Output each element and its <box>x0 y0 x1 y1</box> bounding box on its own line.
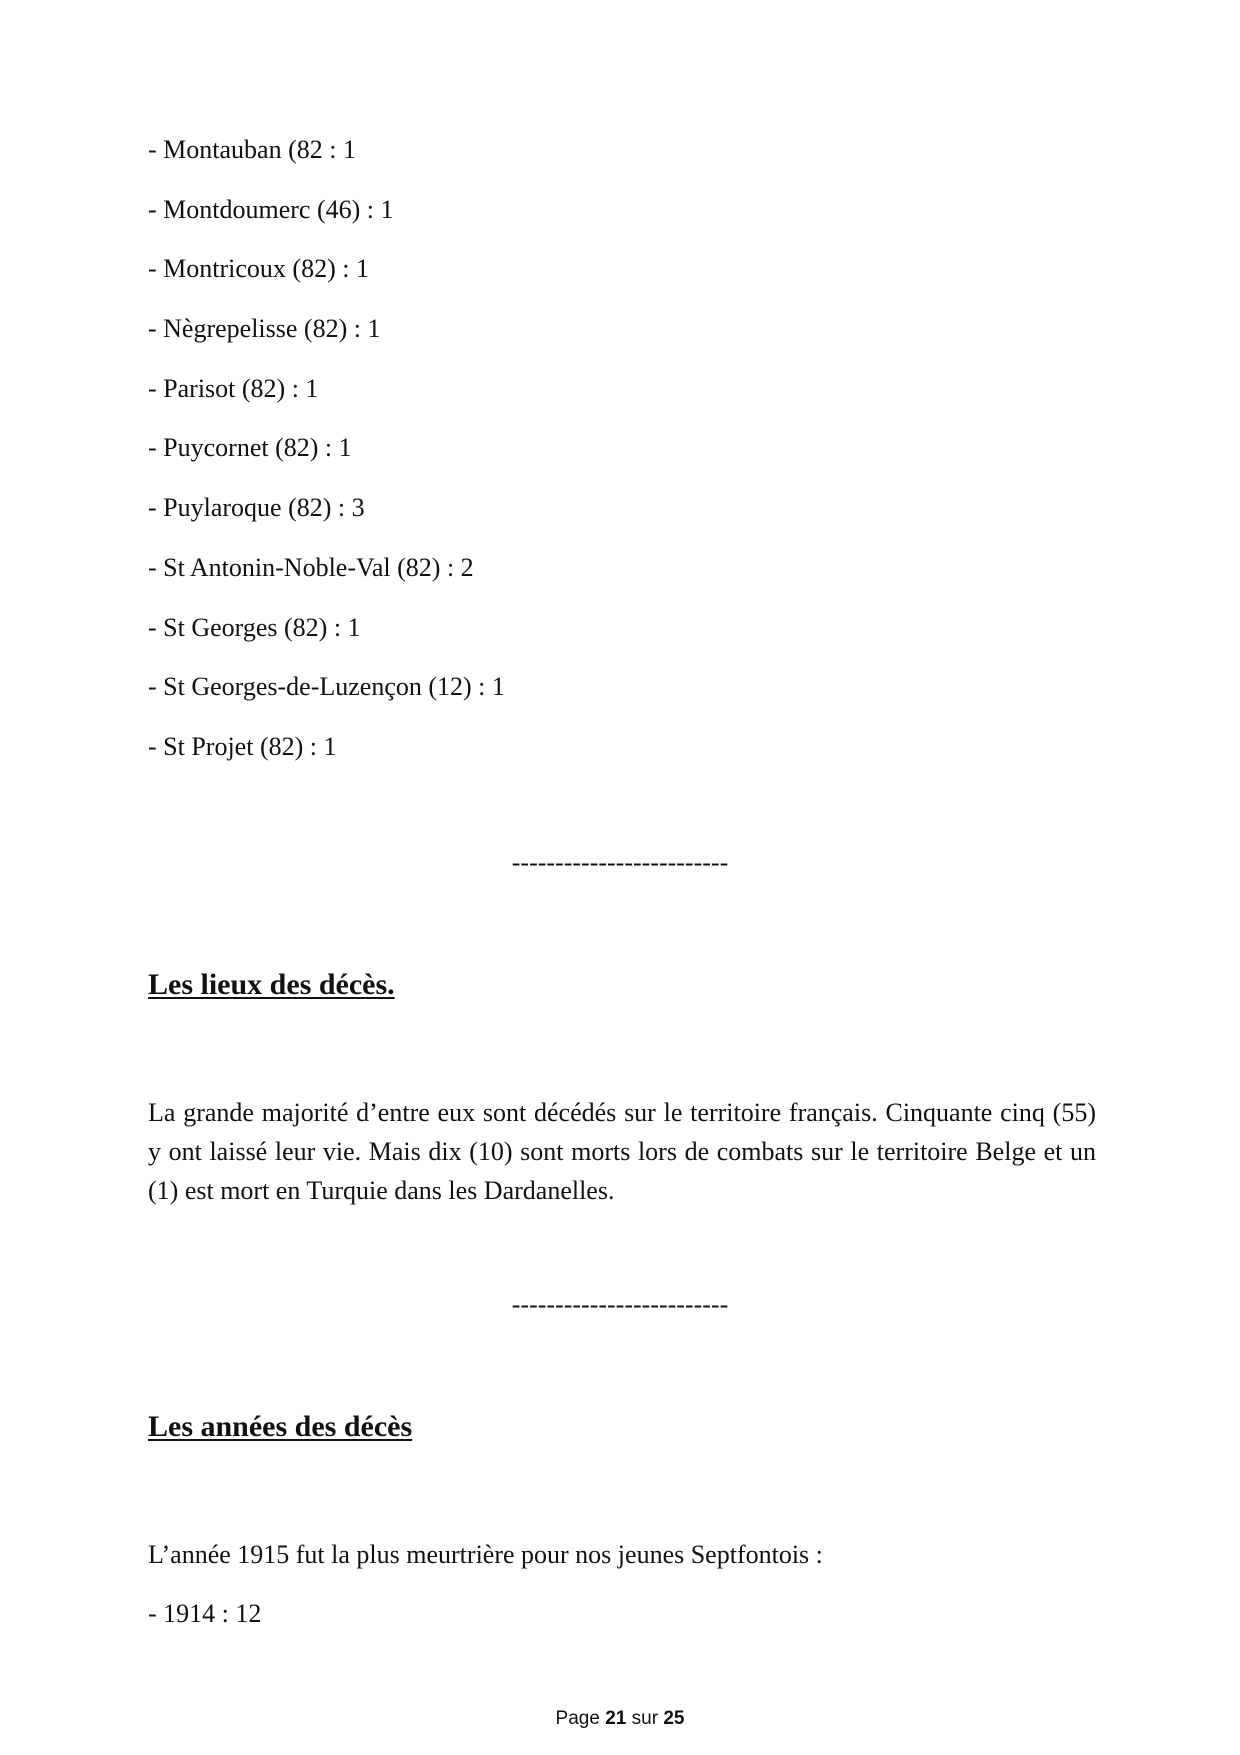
footer-of-word: sur <box>631 1708 659 1729</box>
footer-page-number: 21 <box>605 1708 627 1729</box>
list-item: - Nègrepelisse (82) : 1 <box>148 314 381 344</box>
list-item: - St Georges (82) : 1 <box>148 612 361 642</box>
section-separator: ------------------------- <box>511 1290 729 1319</box>
list-item: - Parisot (82) : 1 <box>148 373 319 403</box>
list-item: - Montricoux (82) : 1 <box>148 254 369 284</box>
list-item: - St Projet (82) : 1 <box>148 731 337 761</box>
section-heading-annees: Les années des décès <box>148 1410 413 1443</box>
footer-total-pages: 25 <box>663 1708 685 1729</box>
section-separator: ------------------------- <box>511 848 729 877</box>
list-item: - Montauban (82 : 1 <box>148 135 356 164</box>
footer-page-word: Page <box>555 1708 600 1729</box>
list-item: - 1914 : 12 <box>148 1599 262 1628</box>
annees-paragraph: L’année 1915 fut la plus meurtrière pour nos jeunes Septfontois : <box>148 1540 823 1569</box>
origins-list <box>148 130 505 787</box>
page-footer <box>0 1708 1240 1730</box>
list-item: - Montdoumerc (46) : 1 <box>148 194 394 224</box>
list-item: - Puycornet (82) : 1 <box>148 433 352 463</box>
lieux-paragraph: La grande majorité d’entre eux sont décédés sur le territoire français. Cinquante cinq (55) y ont laissé leur vie. Mais dix (10) sont morts lors de combats sur le territoire Belge et un (1) est mort en Turquie dans les Dardanelles. <box>148 1098 1096 1205</box>
list-item: - Puylaroque (82) : 3 <box>148 493 365 523</box>
section-heading-lieux: Les lieux des décès. <box>148 968 395 1001</box>
years-list <box>148 1594 261 1633</box>
list-item: - St Georges-de-Luzençon (12) : 1 <box>148 672 505 702</box>
list-item: - St Antonin-Noble-Val (82) : 2 <box>148 552 474 582</box>
